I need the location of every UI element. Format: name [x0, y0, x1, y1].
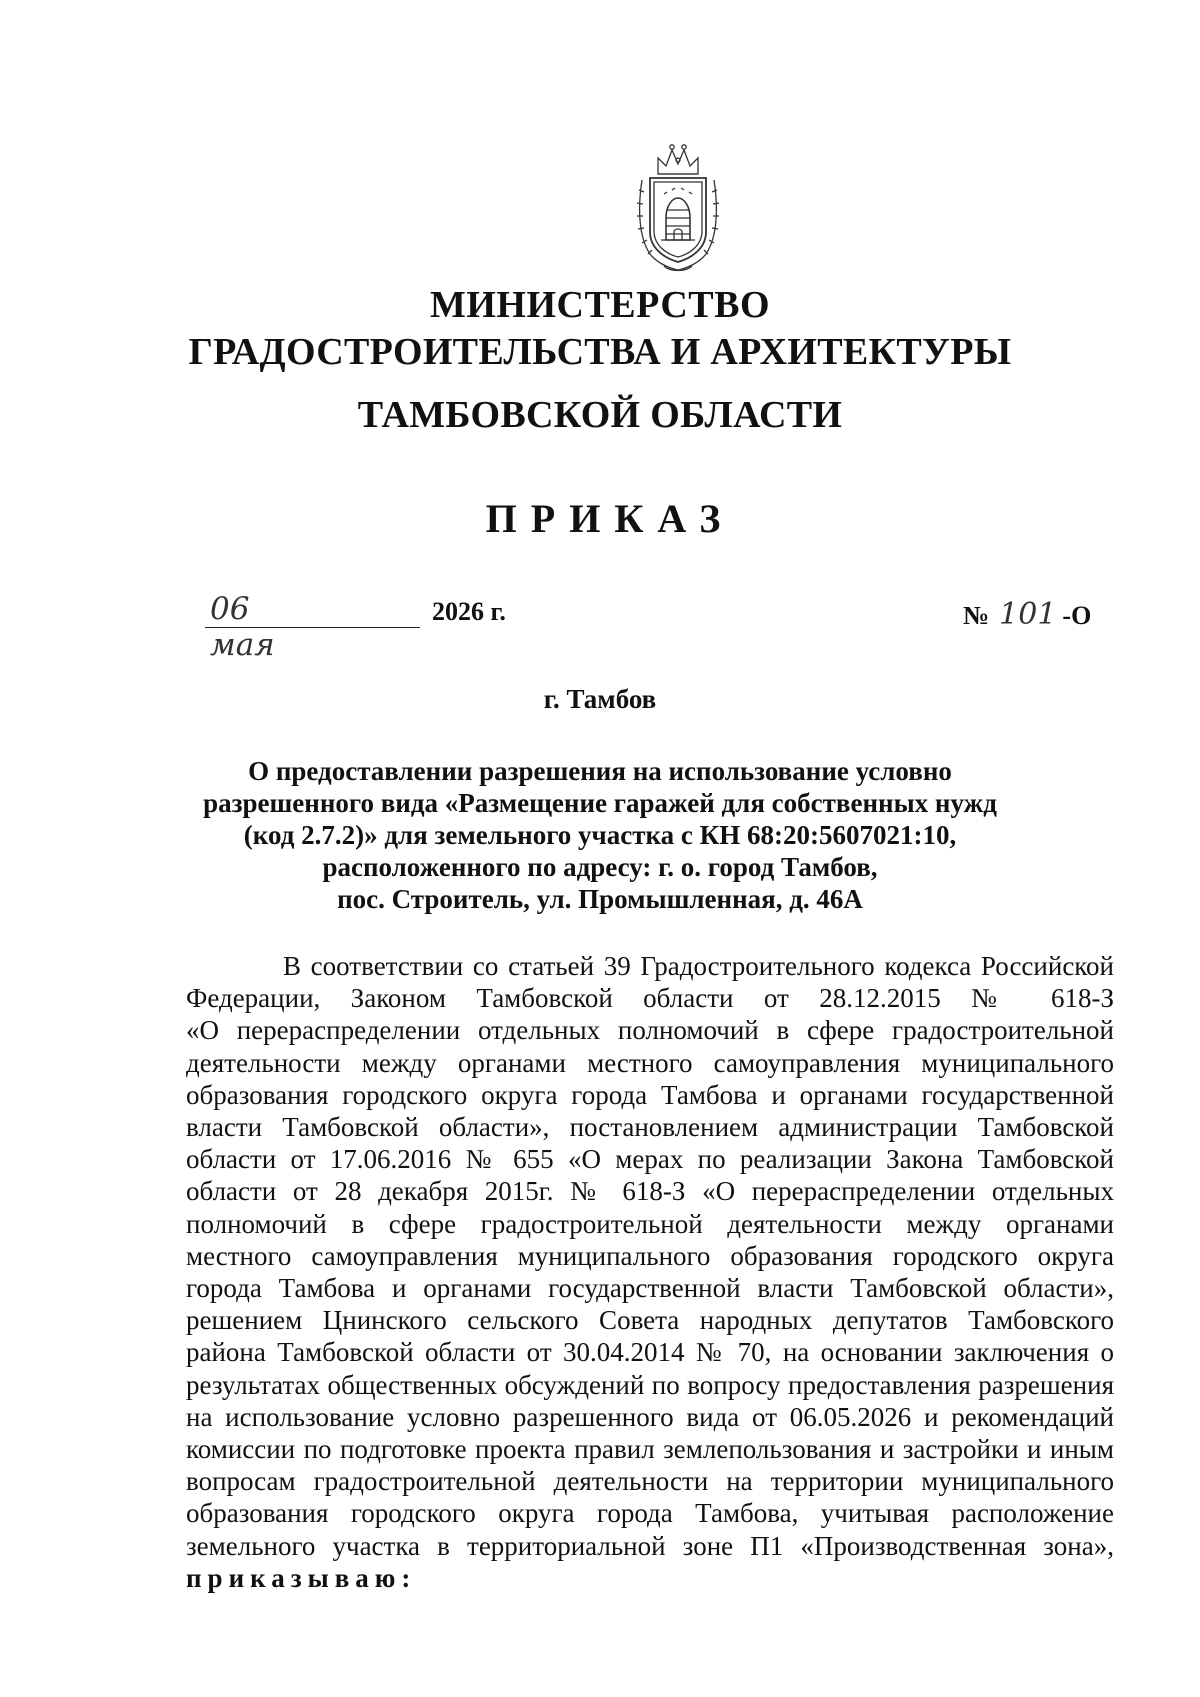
coat-of-arms-icon — [628, 136, 728, 276]
body-line: «О перераспределении отдельных полномочий в сфере градостроительной — [186, 1015, 1114, 1046]
number-sign: № — [963, 601, 990, 630]
body-line: комиссии по подготовке проекта правил землепользования и застройки и иным — [186, 1434, 1114, 1465]
body-line: района Тамбовской области от 30.04.2014 № 70, на основании заключения о — [186, 1337, 1114, 1368]
body-line: образования городского округа города Тамбова и органами государственной — [186, 1079, 1114, 1110]
ministry-title-line2: ГРАДОСТРОИТЕЛЬСТВА И АРХИТЕКТУРЫ — [188, 331, 1012, 373]
body-line: образования городского округа города Тамбова, учитывая расположение — [186, 1498, 1114, 1529]
region-title: ТАМБОВСКОЙ ОБЛАСТИ — [357, 394, 843, 436]
order-body — [186, 950, 1114, 1594]
order-number — [963, 597, 1091, 632]
body-line: на использование условно разрешенного вида от 06.05.2026 и рекомендаций — [186, 1401, 1114, 1432]
body-line: деятельности между органами местного самоуправления муниципального — [186, 1047, 1114, 1078]
body-line: В соответствии со статьей 39 Градостроительного кодекса Российской — [283, 951, 1114, 981]
subject-line: разрешенного вида «Размещение гаражей для собственных нужд — [203, 788, 997, 818]
date-underline — [205, 627, 420, 628]
body-line: решением Цнинского сельского Совета народных депутатов Тамбовского — [186, 1305, 1114, 1336]
city-name: г. Тамбов — [543, 684, 657, 714]
body-line: власти Тамбовской области», постановлением администрации Тамбовской — [186, 1112, 1114, 1143]
body-line: области от 28 декабря 2015г. № 618-З «О перераспределении отдельных — [186, 1176, 1114, 1207]
body-line: города Тамбова и органами государственной власти Тамбовской области», — [186, 1273, 1114, 1304]
handwritten-date: 06 мая — [210, 591, 275, 663]
body-line: Федерации, Законом Тамбовской области от 28.12.2015 № 618-З — [186, 983, 1114, 1014]
document-type-title: ПРИКАЗ — [485, 496, 735, 541]
subject-line: (код 2.7.2)» для земельного участка с КН 68:20:5607021:10, — [243, 820, 957, 850]
number-suffix: -О — [1062, 601, 1092, 630]
body-line: местного самоуправления муниципального образования городского округа — [186, 1240, 1114, 1271]
order-year: 2026 г. — [432, 597, 506, 626]
body-line: полномочий в сфере градостроительной деятельности между органами — [186, 1208, 1114, 1239]
subject-line: О предоставлении разрешения на использование условно — [248, 756, 952, 786]
subject-line: расположенного по адресу: г. о. город Тамбов, — [322, 852, 878, 882]
ministry-title-line1: МИНИСТЕРСТВО — [429, 284, 771, 326]
order-subject — [0, 755, 1200, 915]
body-line: вопросам градостроительной деятельности на территории муниципального — [186, 1466, 1114, 1497]
body-line: области от 17.06.2016 № 655 «О мерах по реализации Закона Тамбовской — [186, 1144, 1114, 1175]
order-command: приказываю: — [186, 1562, 417, 1593]
body-line: результатах общественных обсуждений по вопросу предоставления разрешения — [186, 1369, 1114, 1400]
subject-line: пос. Строитель, ул. Промышленная, д. 46А — [337, 884, 863, 914]
handwritten-number: 101 — [999, 597, 1057, 632]
body-line: земельного участка в территориальной зоне П1 «Производственная зона», — [186, 1530, 1114, 1561]
